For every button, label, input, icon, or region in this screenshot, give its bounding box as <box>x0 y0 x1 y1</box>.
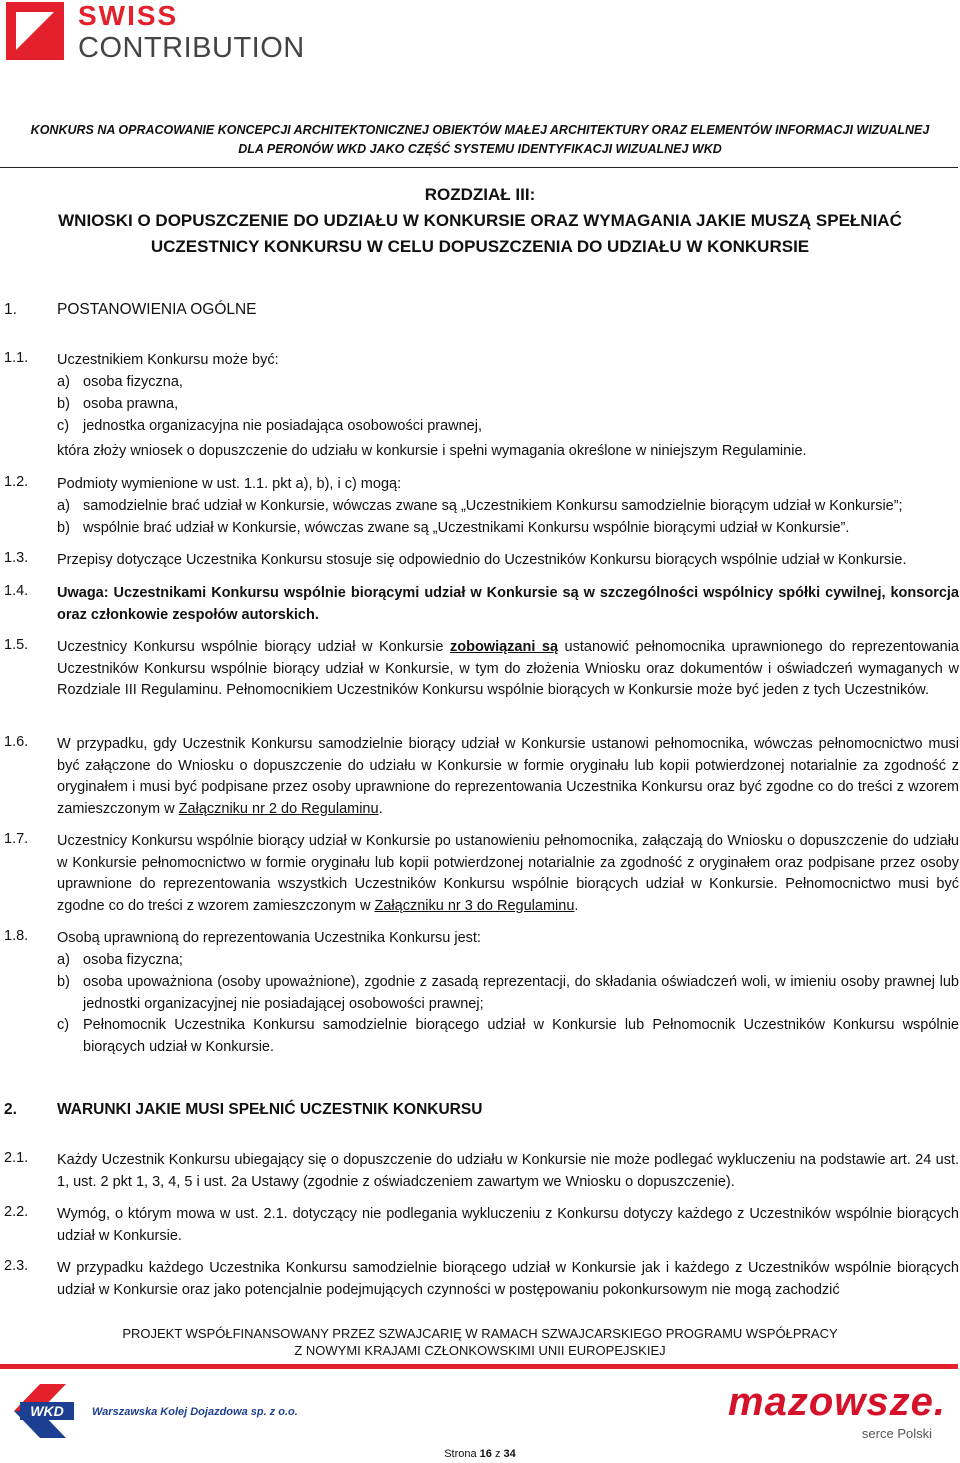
swiss-contribution-logo <box>6 2 306 66</box>
list-item: c) jednostka organizacyjna nie posiadająca osobowości prawnej, <box>57 418 482 434</box>
list-item: b) osoba prawna, <box>57 396 179 412</box>
list-item: a) osoba fizyczna; <box>57 952 183 968</box>
wkd-company-name: Warszawska Kolej Dojazdowa sp. z o.o. <box>92 1406 298 1418</box>
paragraph-number: 1.1. <box>4 350 29 366</box>
chapter-subtitle-1: WNIOSKI O DOPUSZCZENIE DO UDZIAŁU W KONKURSIE ORAZ WYMAGANIA JAKIE MUSZĄ SPEŁNIAĆ <box>58 211 902 230</box>
mazowsze-tagline: serce Polski <box>861 1426 932 1441</box>
mazowsze-logo <box>686 1380 946 1446</box>
chapter-subtitle-2: UCZESTNICY KONKURSU W CELU DOPUSZCZENIA DO UDZIAŁU W KONKURSIE <box>150 237 810 256</box>
section-number: 2. <box>4 1101 17 1118</box>
paragraph-number: 1.4. <box>4 583 29 599</box>
list-item: a) osoba fizyczna, <box>57 374 183 390</box>
document-header <box>0 121 960 159</box>
chapter-heading <box>0 182 960 260</box>
paragraph-text: Uwaga: Uczestnikami Konkursu wspólnie biorącymi udział w Konkursie są w szczególności wspólnicy spółki cywilnej, konsorcja oraz członkowie zespołów autorskich. <box>57 585 959 623</box>
wkd-emblem-icon <box>10 1380 80 1442</box>
paragraph-intro: Osobą uprawnioną do reprezentowania Uczestnika Konkursu jest: <box>57 930 481 946</box>
list-item: b) wspólnie brać udział w Konkursie, wówczas zwane są „Uczestnikami Konkursu wspólnie biorącymi udział w Konkursie”. <box>57 520 850 536</box>
list-item: a) samodzielnie brać udział w Konkursie, wówczas zwane są „Uczestnikiem Konkursu samodzielnie biorącym udział w Konkursie”; <box>57 498 903 514</box>
section-title: WARUNKI JAKIE MUSI SPEŁNIĆ UCZESTNIK KONKURSU <box>57 1101 483 1118</box>
paragraph-text: W przypadku, gdy Uczestnik Konkursu samodzielnie biorący udział w Konkursie ustanowi pełnomocnika, wówczas pełnomocnictwo musi być załączone do Wniosku o dopuszczenie do udziału w Konkursie w formie oryginału lub kopii potwierdzonej notarialnie za zgodność z oryginałem i musi być podpisane przez osoby uprawnione do reprezentowania Uczestnika Konkursu oraz być zgodne co do treści z wzorem zamieszczonym w Załączniku nr 2 do Regulaminu. <box>57 736 959 817</box>
paragraph-number: 2.2. <box>4 1204 29 1220</box>
list-item: b) osoba upoważniona (osoby upoważnione), zgodnie z zasadą reprezentacji, do składania oświadczeń woli, w imieniu osoby prawnej lub jednostki organizacyjnej nie posiadającej osobowości prawnej; <box>57 974 959 1012</box>
header-divider <box>0 167 958 168</box>
paragraph-number: 2.3. <box>4 1258 29 1274</box>
section-number: 1. <box>4 301 17 318</box>
logo-line2: CONTRIBUTION <box>78 32 305 64</box>
footer-line2: Z NOWYMI KRAJAMI CZŁONKOWSKIMI UNII EUROPEJSKIEJ <box>294 1343 666 1358</box>
paragraph-text: Wymóg, o którym mowa w ust. 2.1. dotyczący nie podlegania wykluczeniu z Konkursu dotyczy każdego z Uczestników wspólnie biorących udział w Konkursie. <box>57 1206 959 1244</box>
footer-funding-note <box>0 1325 960 1359</box>
list-item: c) Pełnomocnik Uczestnika Konkursu samodzielnie biorącego udział w Konkursie lub Pełnomocnik Uczestników Konkursu wspólnie biorących udział w Konkursie. <box>57 1017 959 1055</box>
header-line1: KONKURS NA OPRACOWANIE KONCEPCJI ARCHITEKTONICZNEJ OBIEKTÓW MAŁEJ ARCHITEKTURY ORAZ ELEMENTÓW INFORMACJI WIZUALNEJ <box>30 123 930 137</box>
paragraph-number: 1.6. <box>4 734 29 750</box>
paragraph-text: Uczestnicy Konkursu wspólnie biorący udział w Konkursie po ustanowieniu pełnomocnika, załączają do Wniosku o dopuszczenie do udziału w Konkursie pełnomocnictwo w formie oryginału lub kopii potwierdzonej notarialnie za zgodność z oryginałem oraz podpisane przez osoby uprawnione do reprezentowania wszystkich Uczestników Konkursu wspólnie biorących udział w Konkursie. Pełnomocnictwo musi być zgodne co do treści z wzorem zamieszczonym w Załączniku nr 3 do Regulaminu. <box>57 833 959 914</box>
paragraph-intro: Podmioty wymienione w ust. 1.1. pkt a), b), i c) mogą: <box>57 476 402 492</box>
paragraph-number: 1.5. <box>4 637 29 653</box>
wkd-badge-text: WKD <box>30 1403 64 1419</box>
section-title: POSTANOWIENIA OGÓLNE <box>57 301 257 318</box>
paragraph-number: 1.7. <box>4 831 29 847</box>
paragraph-text: Każdy Uczestnik Konkursu ubiegający się o dopuszczenie do udziału w Konkursie nie może podlegać wykluczeniu na podstawie art. 24 ust. 1, ust. 2 pkt 1, 3, 4, 5 i ust. 2a Ustawy (zgodnie z oświadczeniem zawartym we Wniosku o dopuszczenie). <box>57 1152 959 1190</box>
paragraph-number: 2.1. <box>4 1150 29 1166</box>
paragraph-number: 1.8. <box>4 928 29 944</box>
appendix-link: Załączniku nr 3 do Regulaminu <box>374 897 575 914</box>
paragraph-intro: Uczestnikiem Konkursu może być: <box>57 352 279 368</box>
swiss-flag-icon <box>6 2 64 60</box>
chapter-title: ROZDZIAŁ III: <box>424 185 536 204</box>
paragraph-number: 1.3. <box>4 550 29 566</box>
paragraph-text: Uczestnicy Konkursu wspólnie biorący udział w Konkursie zobowiązani są ustanowić pełnomocnika uprawnionego do reprezentowania Uczestników Konkursu wspólnie biorący udział w Konkursie, w tym do złożenia Wniosku oraz dokumentów i oświadczeń wymaganych w Rozdziale III Regulaminu. Pełnomocnikiem Uczestników Konkursu wspólnie biorących w Konkursie może być jeden z tych Uczestników. <box>57 639 959 698</box>
logo-line1: SWISS <box>78 0 179 31</box>
footer-line1: PROJEKT WSPÓŁFINANSOWANY PRZEZ SZWAJCARIĘ W RAMACH SZWAJCARSKIEGO PROGRAMU WSPÓŁPRACY <box>122 1326 838 1341</box>
mazowsze-wordmark: mazowsze. <box>728 1380 946 1424</box>
wkd-logo <box>10 1380 310 1444</box>
paragraph-text: W przypadku każdego Uczestnika Konkursu samodzielnie biorącego udział w Konkursie jak i każdego z Uczestników wspólnie biorących udział w Konkursie oraz jako potencjalnie podejmujących czynności w postępowaniu pokonkursowym nie mogą zachodzić <box>57 1260 959 1298</box>
paragraph-text: Przepisy dotyczące Uczestnika Konkursu stosuje się odpowiednio do Uczestników Konkursu biorących wspólnie udział w Konkursie. <box>57 552 907 568</box>
paragraph-number: 1.2. <box>4 474 29 490</box>
page-number: Strona 16 z 34 <box>444 1448 516 1460</box>
footer-divider <box>0 1364 958 1369</box>
paragraph-outro: która złoży wniosek o dopuszczenie do udziału w konkursie i spełni wymagania określone w niniejszym Regulaminie. <box>57 443 807 459</box>
appendix-link: Załączniku nr 2 do Regulaminu <box>178 800 379 817</box>
header-line2: DLA PERONÓW WKD JAKO CZĘŚĆ SYSTEMU IDENTYFIKACJI WIZUALNEJ WKD <box>238 142 722 156</box>
